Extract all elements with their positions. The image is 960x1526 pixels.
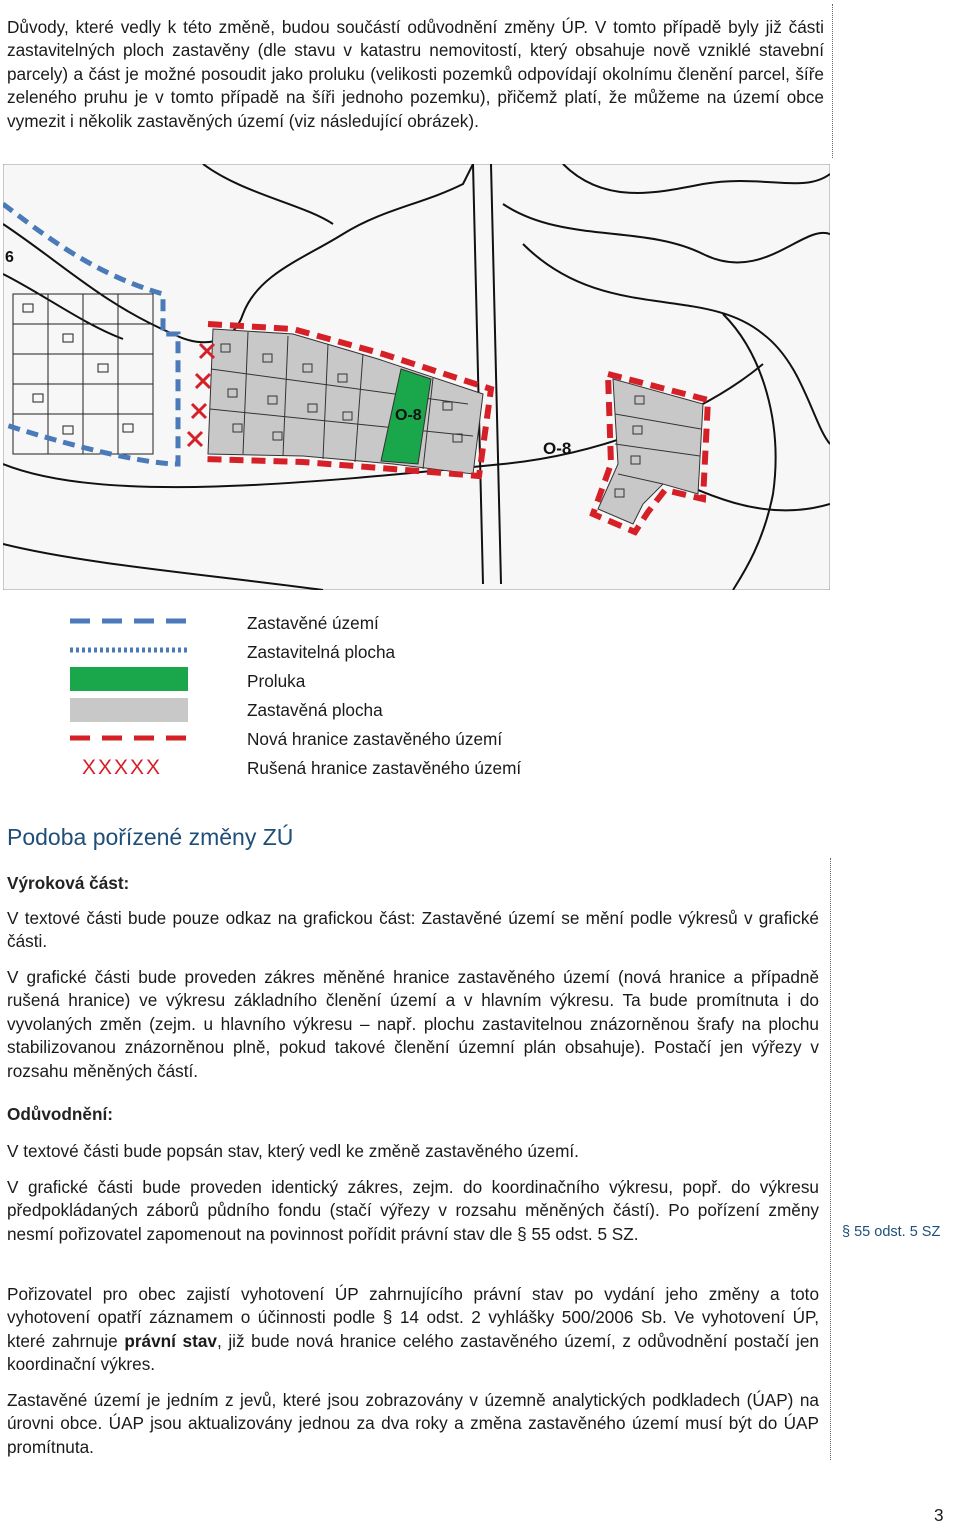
legend-symbol-gray-fill [70, 698, 188, 722]
margin-divider-top [832, 4, 833, 158]
legend-label-built-up: Zastavěné území [247, 613, 379, 633]
paragraph-3-text-start: Pořizovatel pro obec zajistí vyhotovení ÚP zahrnujícího právní stav po vydání jeho změny a toto vyhotovení opatří záznamem o účinnosti podle § 14 odst. 2 vyhlášky 500/2006 Sb. Ve vyhotovení ÚP, které zahrnuje [7, 1284, 819, 1351]
oduvodneni-title: Odůvodnění: [7, 1104, 113, 1124]
oduvodneni-paragraph-3 [7, 1283, 819, 1377]
map-label-left: O-8 [395, 407, 422, 424]
paragraph-3-bold: právní stav [124, 1330, 217, 1351]
oduvodneni-paragraph-1: V textové části bude popsán stav, který vedl ke změně zastavěného území. [7, 1141, 579, 1161]
legend-symbol-green-fill [70, 667, 188, 691]
cadastral-map [3, 164, 830, 590]
oduvodneni-paragraph-4: Zastavěné území je jedním z jevů, které jsou zobrazovány v územně analytických podkladech (ÚAP) na úrovni obce. ÚAP jsou aktualizovány jednou za dva roky a změna zastavěného území musí být do ÚAP promítnuta. [7, 1390, 819, 1457]
legend-label-new-boundary: Nová hranice zastavěného území [247, 729, 503, 749]
paragraph-3-text-end: , již bude nová hranice celého zastavěného území, z odůvodnění postačí jen koordinační výkres. [7, 1330, 819, 1375]
legend-label-built-plot: Zastavěná plocha [247, 700, 383, 720]
legend-label-gap: Proluka [247, 671, 306, 691]
vyrokova-paragraph-1: V textové části bude pouze odkaz na grafickou část: Zastavěné území se mění podle výkresů v grafické části. [7, 908, 819, 952]
margin-note-section-ref: § 55 odst. 5 SZ [842, 1224, 941, 1240]
legend-symbol-dashed-blue [70, 614, 188, 628]
legend-symbol-red-x: XXXXX [82, 756, 163, 779]
map-label-right: O-8 [543, 439, 572, 458]
vyrokova-paragraph-2: V grafické části bude proveden zákres měněné hranice zastavěného území (nová hranice a případně rušená hranice) ve výkresu základního členění území a v hlavním výkresu. Ta bude promítnuta i do vyvolaných změn (zejm. u hlavního výkresu – např. plochu zastavitelnou znázorněnou šrafy na plochu stabilizovanou znázorněnou plně, pokud takové členění územní plán obsahuje). Postačí jen výřezy v rozsahu měněných částí. [7, 967, 819, 1081]
margin-divider-bottom [830, 858, 831, 1460]
vyrokova-title: Výroková část: [7, 873, 130, 893]
oduvodneni-paragraph-2: V grafické části bude proveden identický zákres, zejm. do koordinačního výkresu, popř. do výkresu předpokládaných záborů půdního fondu (stačí výřezy v rozsahu měněných částí). Po pořízení změny nesmí pořizovatel zapomenout na povinnost pořídit právní stav dle § 55 odst. 5 SZ. [7, 1177, 819, 1244]
legend-label-buildable: Zastavitelná plocha [247, 642, 396, 662]
page-number: 3 [934, 1505, 944, 1525]
section-heading: Podoba pořízené změny ZÚ [7, 824, 294, 850]
map-label-corner: 6 [5, 249, 14, 266]
legend-symbol-dotted-blue [70, 643, 188, 657]
intro-paragraph: Důvody, které vedly k této změně, budou součástí odůvodnění změny ÚP. V tomto případě byly již části zastavitelných ploch zastavěny (dle stavu v katastru nemovitostí, který obsahuje nově vzniklé stavební parcely) a část je možné posoudit jako proluku (velikosti pozemků odpovídají okolnímu členění parcel, šíře zeleného pruhu je v tomto případě na šíři jednoho pozemku), přičemž platí, že můžeme na území obce vymezit i několik zastavěných území (viz následující obrázek). [7, 17, 824, 131]
legend-symbol-dashed-red [70, 731, 188, 745]
legend-label-cancelled-boundary: Rušená hranice zastavěného území [247, 758, 522, 778]
